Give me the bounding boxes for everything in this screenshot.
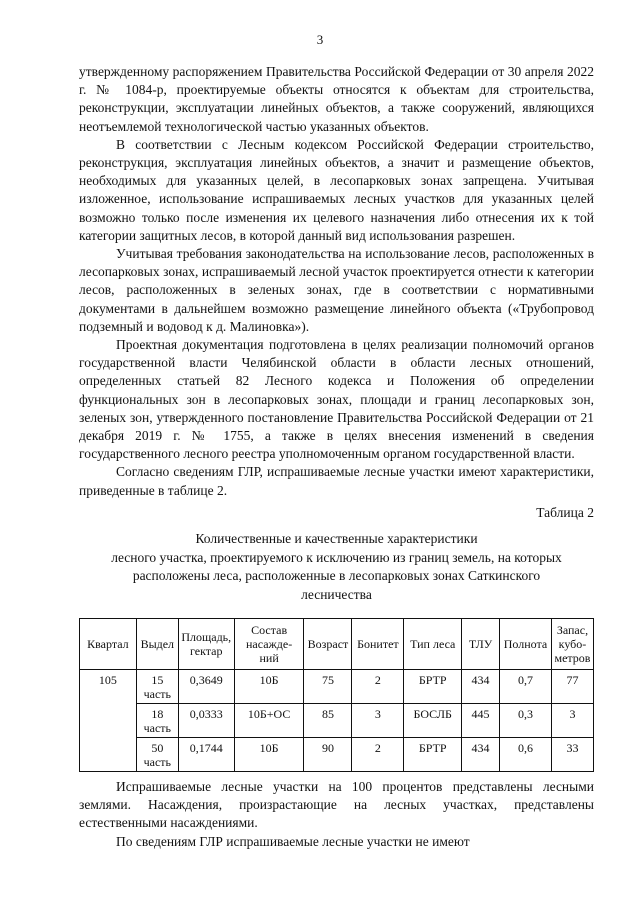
cell-sostav: 10Б+ОС <box>234 704 304 738</box>
header-tip-lesa: Тип леса <box>404 619 462 670</box>
cell-bonitet: 2 <box>352 670 404 704</box>
cell-tlu: 445 <box>462 704 500 738</box>
cell-zapas: 3 <box>551 704 593 738</box>
table-row <box>80 670 594 704</box>
header-vydel: Выдел <box>136 619 178 670</box>
forest-characteristics-table <box>79 618 594 772</box>
table-row <box>80 704 594 738</box>
header-area: Площадь, гектар <box>178 619 234 670</box>
cell-polnota: 0,7 <box>499 670 551 704</box>
cell-kvartal: 105 <box>80 670 137 772</box>
cell-tlu: 434 <box>462 670 500 704</box>
cell-tip-lesa: БОСЛБ <box>404 704 462 738</box>
paragraph-3: Учитывая требования законодательства на использование лесов, расположенных в лесопарковых зонах, испрашиваемый лесной участок проектируется отнести к категории лесов, расположенных в зеленых зонах, где в соответствии с нормативными документами в дальнейшем возможно размещение линейного объекта («Трубопровод подземный и водовод к д. Малиновка»). <box>79 246 594 334</box>
header-tlu: ТЛУ <box>462 619 500 670</box>
paragraph-2: В соответствии с Лесным кодексом Российской Федерации строительство, реконструкция, эксплуатация линейных объектов, а значит и размещение объектов, необходимых для указанных целей, в лесопарковых зонах запрещена. Учитывая изложенное, использование испрашиваемых лесных участков для указанных целей возможно только после изменения их целевого назначения либо отнесения их к той категории защитных лесов, в которой данный вид использования разрешен. <box>79 136 594 243</box>
cell-bonitet: 3 <box>352 704 404 738</box>
cell-zapas: 77 <box>551 670 593 704</box>
header-zapas: Запас, кубо-метров <box>551 619 593 670</box>
table-caption: Таблица 2 <box>536 504 594 520</box>
table-title-line: лесного участка, проектируемого к исключению из границ земель, на которых <box>111 549 562 565</box>
header-bonitet: Бонитет <box>352 619 404 670</box>
paragraph-7: По сведениям ГЛР испрашиваемые лесные участки не имеют <box>116 833 470 849</box>
document-body <box>79 63 594 851</box>
cell-vydel: 15 часть <box>136 670 178 704</box>
paragraph-5: Согласно сведениям ГЛР, испрашиваемые лесные участки имеют характеристики, приведенные в таблице 2. <box>79 464 594 498</box>
cell-vydel: 50 часть <box>136 738 178 772</box>
cell-vozrast: 90 <box>304 738 352 772</box>
table-header-row <box>80 619 594 670</box>
cell-bonitet: 2 <box>352 738 404 772</box>
cell-tip-lesa: БРТР <box>404 670 462 704</box>
cell-area: 0,3649 <box>178 670 234 704</box>
paragraph-1: утвержденному распоряжением Правительства Российской Федерации от 30 апреля 2022 г. № 1084-р, проектируемые объекты относятся к объектам для строительства, реконструкции, эксплуатации линейных объектов, а также сооружений, являющихся неотъемлемой технологической частью указанных объектов. <box>79 64 594 134</box>
cell-area: 0,0333 <box>178 704 234 738</box>
page-number: 3 <box>316 32 324 47</box>
cell-zapas: 33 <box>551 738 593 772</box>
paragraph-4: Проектная документация подготовлена в целях реализации полномочий органов государственной власти Челябинской области в области лесных отношений, определенных статьей 82 Лесного кодекса и Положения об определении функциональных зон в лесопарковых зонах, площади и границ лесопарковых зон, зеленых зон, утвержденного постановление Правительства Российской Федерации от 21 декабря 2019 г. № 1755, а также в целях внесения изменений в сведения государственного лесного реестра уполномоченным органом государственной власти. <box>79 337 594 462</box>
table-title-line: расположены леса, расположенные в лесопарковых зонах Саткинского <box>132 568 541 584</box>
cell-sostav: 10Б <box>234 670 304 704</box>
header-vozrast: Возраст <box>304 619 352 670</box>
cell-tlu: 434 <box>462 738 500 772</box>
cell-polnota: 0,3 <box>499 704 551 738</box>
header-kvartal: Квартал <box>80 619 137 670</box>
cell-polnota: 0,6 <box>499 738 551 772</box>
table-title <box>79 530 594 604</box>
cell-vozrast: 85 <box>304 704 352 738</box>
header-sostav: Состав насажде-ний <box>234 619 304 670</box>
table-row <box>80 738 594 772</box>
cell-area: 0,1744 <box>178 738 234 772</box>
cell-vozrast: 75 <box>304 670 352 704</box>
cell-tip-lesa: БРТР <box>404 738 462 772</box>
table-title-line: Количественные и качественные характеристики <box>195 531 478 547</box>
paragraph-6: Испрашиваемые лесные участки на 100 процентов представлены лесными землями. Насаждения, произрастающие на лесных участках, представлены естественными насаждениями. <box>79 779 594 831</box>
cell-vydel: 18 часть <box>136 704 178 738</box>
cell-sostav: 10Б <box>234 738 304 772</box>
table-title-line: лесничества <box>301 586 372 602</box>
header-polnota: Полнота <box>499 619 551 670</box>
